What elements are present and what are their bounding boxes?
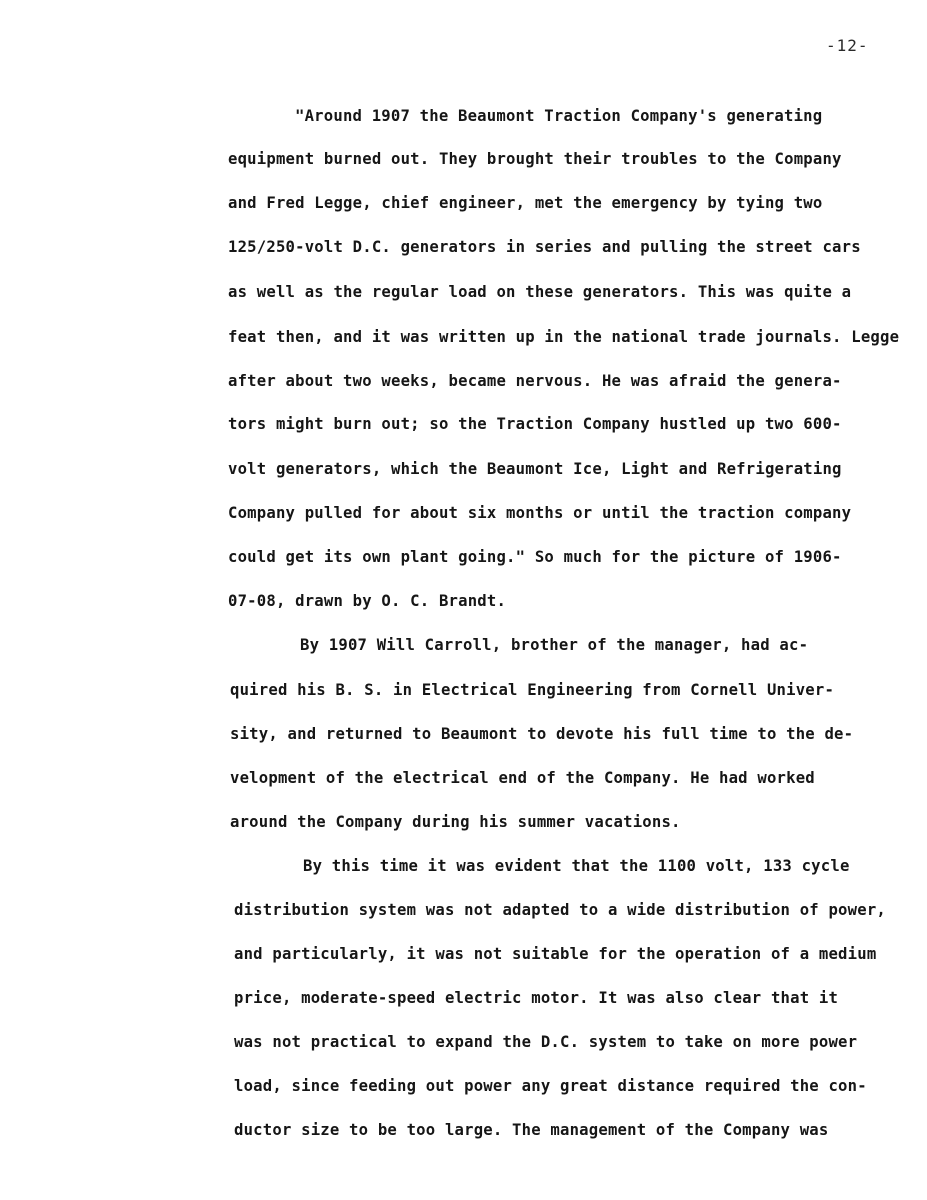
text-line: quired his B. S. in Electrical Engineering from Cornell Univer-	[230, 681, 835, 699]
text-line: By this time it was evident that the 1100 volt, 133 cycle	[303, 857, 850, 875]
text-line: and particularly, it was not suitable for the operation of a medium	[234, 945, 877, 963]
text-line: By 1907 Will Carroll, brother of the manager, had ac-	[300, 636, 809, 654]
text-line: tors might burn out; so the Traction Company hustled up two 600-	[228, 415, 842, 433]
text-line: price, moderate-speed electric motor. It was also clear that it	[234, 989, 839, 1007]
text-line: distribution system was not adapted to a wide distribution of power,	[234, 901, 886, 919]
text-line: could get its own plant going." So much for the picture of 1906-	[228, 548, 842, 566]
text-line: Company pulled for about six months or until the traction company	[228, 504, 852, 522]
text-line: around the Company during his summer vacations.	[230, 813, 681, 831]
text-line: 07-08, drawn by O. C. Brandt.	[228, 592, 507, 610]
text-line: equipment burned out. They brought their troubles to the Company	[228, 150, 842, 168]
text-line: "Around 1907 the Beaumont Traction Company's generating	[295, 107, 823, 125]
text-line: after about two weeks, became nervous. He was afraid the genera-	[228, 372, 842, 390]
text-line: as well as the regular load on these generators. This was quite a	[228, 283, 852, 301]
text-line: velopment of the electrical end of the Company. He had worked	[230, 769, 815, 787]
text-line: ductor size to be too large. The management of the Company was	[234, 1121, 829, 1139]
text-line: was not practical to expand the D.C. system to take on more power	[234, 1033, 858, 1051]
text-line: and Fred Legge, chief engineer, met the emergency by tying two	[228, 194, 823, 212]
text-line: 125/250-volt D.C. generators in series and pulling the street cars	[228, 238, 861, 256]
page-number: -12-	[826, 36, 869, 55]
text-line: load, since feeding out power any great distance required the con-	[234, 1077, 867, 1095]
text-line: feat then, and it was written up in the national trade journals. Legge	[228, 328, 900, 346]
text-line: sity, and returned to Beaumont to devote his full time to the de-	[230, 725, 854, 743]
text-line: volt generators, which the Beaumont Ice, Light and Refrigerating	[228, 460, 842, 478]
